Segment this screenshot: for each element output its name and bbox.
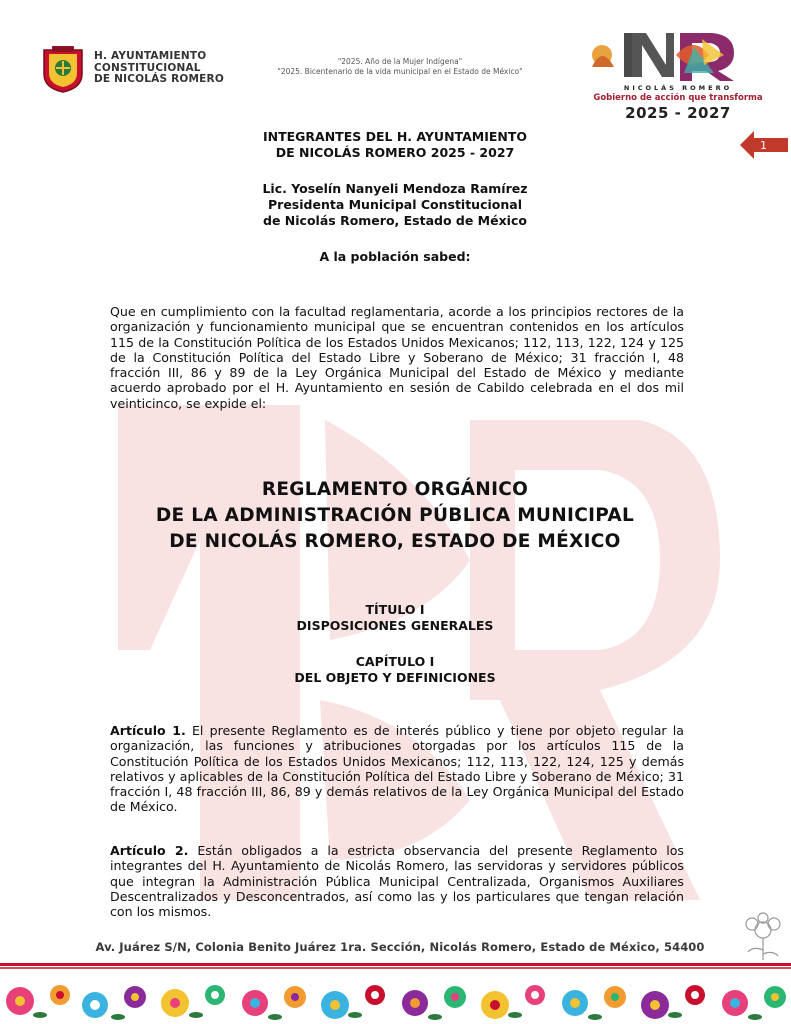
regulation-title-line: REGLAMENTO ORGÁNICO [261,479,529,500]
article-label: Artículo 2. [110,843,189,858]
cabildo-line: CONSTITUCIONAL [94,61,201,74]
titulo-label: TÍTULO I [365,602,425,617]
titulo-name: DISPOSICIONES GENERALES [296,618,494,633]
article-label: Artículo 1. [110,723,186,738]
cabildo-title [94,51,224,86]
logo-tagline: Gobierno de acción que transforma [593,93,763,103]
logo-years: 2025 - 2027 [625,104,731,122]
regulation-title [80,477,710,555]
president-line: Lic. Yoselín Nanyeli Mendoza Ramírez [262,181,528,196]
preamble-paragraph: Que en cumplimiento con la facultad reglamentaria, acorde a los principios rectores de la organización y funcionamiento municipal que se encuentran contenidos en los artículos 115 de la Constitución Política de los Estados Unidos Mexicanos; 112, 113, 122, 124 y 125 de la Constitución Política del Estado Libre y Soberano de México; 31 fracción I, 48 fracción III, 86 y 89 de la Ley Orgánica Municipal del Estado de México y mediante acuerdo aprobado por el H. Ayuntamiento en sesión de Cabildo celebrada en el dos mil veinticinco, se expide el: [110,304,684,411]
cabildo-line: H. AYUNTAMIENTO [94,50,207,62]
article-1 [110,723,684,815]
president-line: de Nicolás Romero, Estado de México [263,213,527,228]
president-block [95,181,695,229]
president-line: Presidenta Municipal Constitucional [268,197,522,212]
capitulo-heading [95,654,695,686]
article-text: El presente Reglamento es de interés público y tiene por objeto regular la organización, las funciones y atribuciones otorgadas por los artículos 115 de la Constitución Política de los Estados Unidos Mexicanos; 112, 113, 122, 124, 125 y demás relativos y aplicables de la Constitución Política del Estado Libre y Soberano de México; 31 fracción I, 48 fracción III, 86, 89 y demás relativos de la Ley Orgánica Municipal del Estado de México. [110,723,684,815]
article-2 [110,843,684,919]
footer-address: Av. Juárez S/N, Colonia Benito Juárez 1ra. Sección, Nicolás Romero, Estado de México, 54400 [95,940,705,954]
page-number-badge [740,129,788,161]
logo-caption [583,84,773,122]
regulation-title-line: DE LA ADMINISTRACIÓN PÚBLICA MUNICIPAL [155,505,635,526]
slogan-line: "2025. Bicentenario de la vida municipal en el Estado de México" [277,67,523,76]
municipal-crest-icon [38,44,88,94]
regulation-title-line: DE NICOLÁS ROMERO, ESTADO DE MÉXICO [169,531,621,552]
page-number: 1 [760,139,767,152]
members-heading-line: DE NICOLÁS ROMERO 2025 - 2027 [275,145,515,160]
capitulo-label: CAPÍTULO I [355,654,435,669]
logo-name: NICOLÁS ROMERO [623,84,733,92]
article-text: Están obligados a la estricta observancia del presente Reglamento los integrantes del H. Ayuntamiento de Nicolás Romero, las servidoras y servidores públicos que integran la Administración Pública Municipal Centralizada, Organismos Auxiliares Descentralizados y Desconcentrados, así como las y los particulares que tengan relación con los mismos. [110,843,684,920]
footer-divider [0,963,791,971]
year-slogans [245,57,555,77]
flower-decoration-icon [738,910,788,962]
proclamation: A la población sabed: [319,249,471,264]
capitulo-name: DEL OBJETO Y DEFINICIONES [294,670,496,685]
floral-border [0,975,791,1024]
members-heading-line: INTEGRANTES DEL H. AYUNTAMIENTO [262,129,528,144]
members-heading [95,129,695,161]
cabildo-line: DE NICOLÁS ROMERO [94,73,224,85]
titulo-heading [95,602,695,634]
slogan-line: "2025. Año de la Mujer Indígena" [337,57,463,66]
